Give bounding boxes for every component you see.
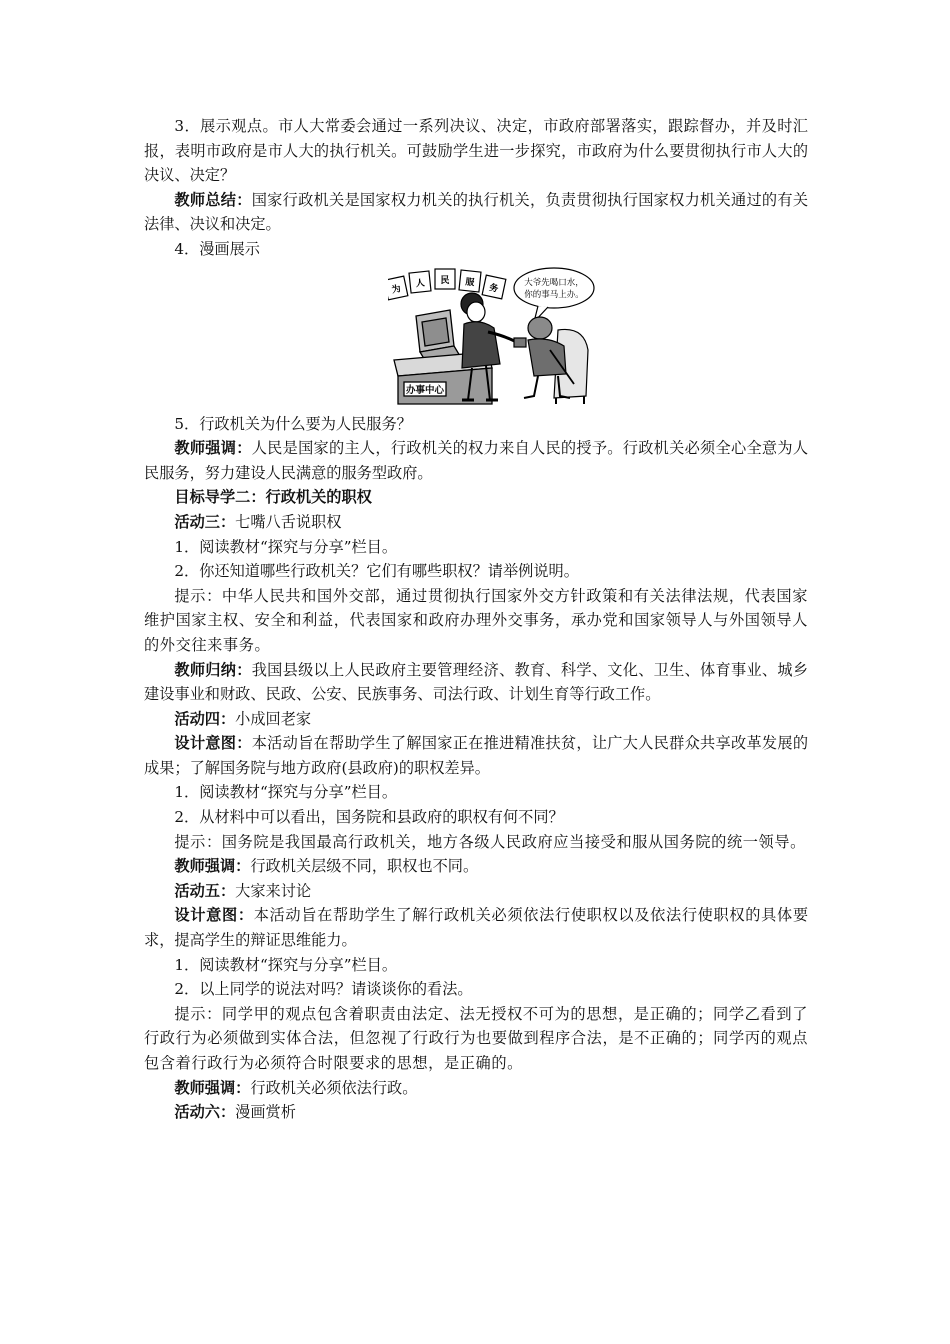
label-design-intent: 设计意图： [174,734,252,753]
label-activity-5: 活动五： [174,881,236,900]
paragraph-question-organs: 2．你还知道哪些行政机关？它们有哪些职权？请举例说明。 [174,562,579,581]
paragraph-read-textbook-3: 1．阅读教材“探究与分享”栏目。 [174,955,398,974]
computer-monitor-icon [416,310,460,362]
paragraph-question-state-council: 2．从材料中可以看出，国务院和县政府的职权有何不同？ [174,808,564,827]
paragraph-teacher-emphasis-1 [144,436,808,485]
banner-char: 服 [464,277,475,288]
banner-char: 人 [415,278,426,289]
elderly-man-figure [524,317,588,404]
paragraph-teacher-emphasis-2 [144,854,808,879]
text-teacher-emphasis: 行政机关必须依法行政。 [250,1078,418,1097]
section-heading-goal-2: 目标导学二：行政机关的职权 [174,488,372,507]
text-activity-4: 小成回老家 [235,709,312,728]
paragraph-teacher-induction [144,658,808,707]
banner-char: 民 [440,275,450,286]
label-teacher-induction: 教师归纳： [174,660,252,679]
paragraph-activity-3 [144,510,808,535]
document-body [144,114,808,1125]
label-teacher-summary: 教师总结： [174,190,252,209]
paragraph-read-textbook-1: 1．阅读教材“探究与分享”栏目。 [174,537,398,556]
paragraph-activity-4 [144,707,808,732]
banner [388,269,506,300]
banner-char: 务 [488,282,500,295]
banner-char: 为 [390,283,402,296]
label-activity-3: 活动三： [174,512,236,531]
paragraph-design-intent-2 [144,903,808,952]
label-teacher-emphasis: 教师强调： [174,857,251,876]
paragraph-teacher-emphasis-3 [144,1076,808,1101]
bubble-line-2: 你的事马上办。 [524,289,584,300]
paragraph-hint-3: 提示：同学甲的观点包含着职责由法定、法无授权不可为的思想，是正确的；同学乙看到了行政行为必须做到实体合法，但忽视了行政行为也要做到程序合法，是不正确的；同学丙的观点包含着行政行为必须符合时限要求的思想，是正确的。 [144,1004,808,1072]
label-activity-6: 活动六： [174,1103,236,1122]
label-design-intent: 设计意图： [174,906,254,925]
text-activity-5: 大家来讨论 [235,881,312,900]
paragraph-design-intent-1 [144,731,808,780]
text-teacher-induction: 我国县级以上人民政府主要管理经济、教育、科学、文化、卫生、体育事业、城乡建设事业和财政、民政、公安、民族事务、司法行政、计划生育等行政工作。 [144,660,809,704]
clerk-figure [461,293,526,400]
speech-bubble [514,268,594,322]
cartoon-figure [144,264,808,408]
paragraph-show-view: 3．展示观点。市人大常委会通过一系列决议、决定，市政府部署落实，跟踪督办，并及时汇报，表明市政府是市人大的执行机关。可鼓励学生进一步探究，市政府为什么要贯彻执行市人大的决议、决定？ [144,117,808,185]
paragraph-activity-6 [144,1100,808,1125]
text-design-intent: 本活动旨在帮助学生了解行政机关必须依法行使职权以及依法行使职权的具体要求，提高学生的辩证思维能力。 [144,906,809,950]
bubble-line-1: 大爷先喝口水， [524,277,584,288]
text-activity-3: 七嘴八舌说职权 [235,512,342,531]
text-teacher-emphasis: 行政机关层级不同，职权也不同。 [250,857,479,876]
label-teacher-emphasis: 教师强调： [174,1078,251,1097]
text-activity-6: 漫画赏析 [235,1103,296,1122]
paragraph-hint-2: 提示：国务院是我国最高行政机关，地方各级人民政府应当接受和服从国务院的统一领导。 [174,832,806,851]
cartoon-illustration [388,264,598,406]
paragraph-activity-5 [144,879,808,904]
paragraph-why-serve: 5．行政机关为什么要为人民服务？ [174,414,412,433]
text-teacher-emphasis: 人民是国家的主人，行政机关的权力来自人民的授予。行政机关必须全心全意为人民服务，努力建设人民满意的服务型政府。 [144,439,809,482]
text-design-intent: 本活动旨在帮助学生了解国家正在推进精准扶贫，让广大人民群众共享改革发展的成果；了解国务院与地方政府(县政府)的职权差异。 [144,734,809,777]
paragraph-hint-1: 提示：中华人民共和国外交部，通过贯彻执行国家外交方针政策和有关法律法规，代表国家维护国家主权、安全和利益，代表国家和政府办理外交事务，承办党和国家领导人与外国领导人的外交往来事务。 [144,586,808,654]
label-activity-4: 活动四： [174,709,236,728]
paragraph-cartoon-show: 4．漫画展示 [174,239,260,258]
paragraph-question-classmates: 2．以上同学的说法对吗？请谈谈你的看法。 [174,980,473,999]
paragraph-teacher-summary [144,188,808,237]
text-teacher-summary: 国家行政机关是国家权力机关的执行机关，负责贯彻执行国家权力机关通过的有关法律、决议和决定。 [144,190,809,234]
label-teacher-emphasis: 教师强调： [174,439,252,458]
desk-sign: 办事中心 [405,384,445,396]
paragraph-read-textbook-2: 1．阅读教材“探究与分享”栏目。 [174,783,398,802]
